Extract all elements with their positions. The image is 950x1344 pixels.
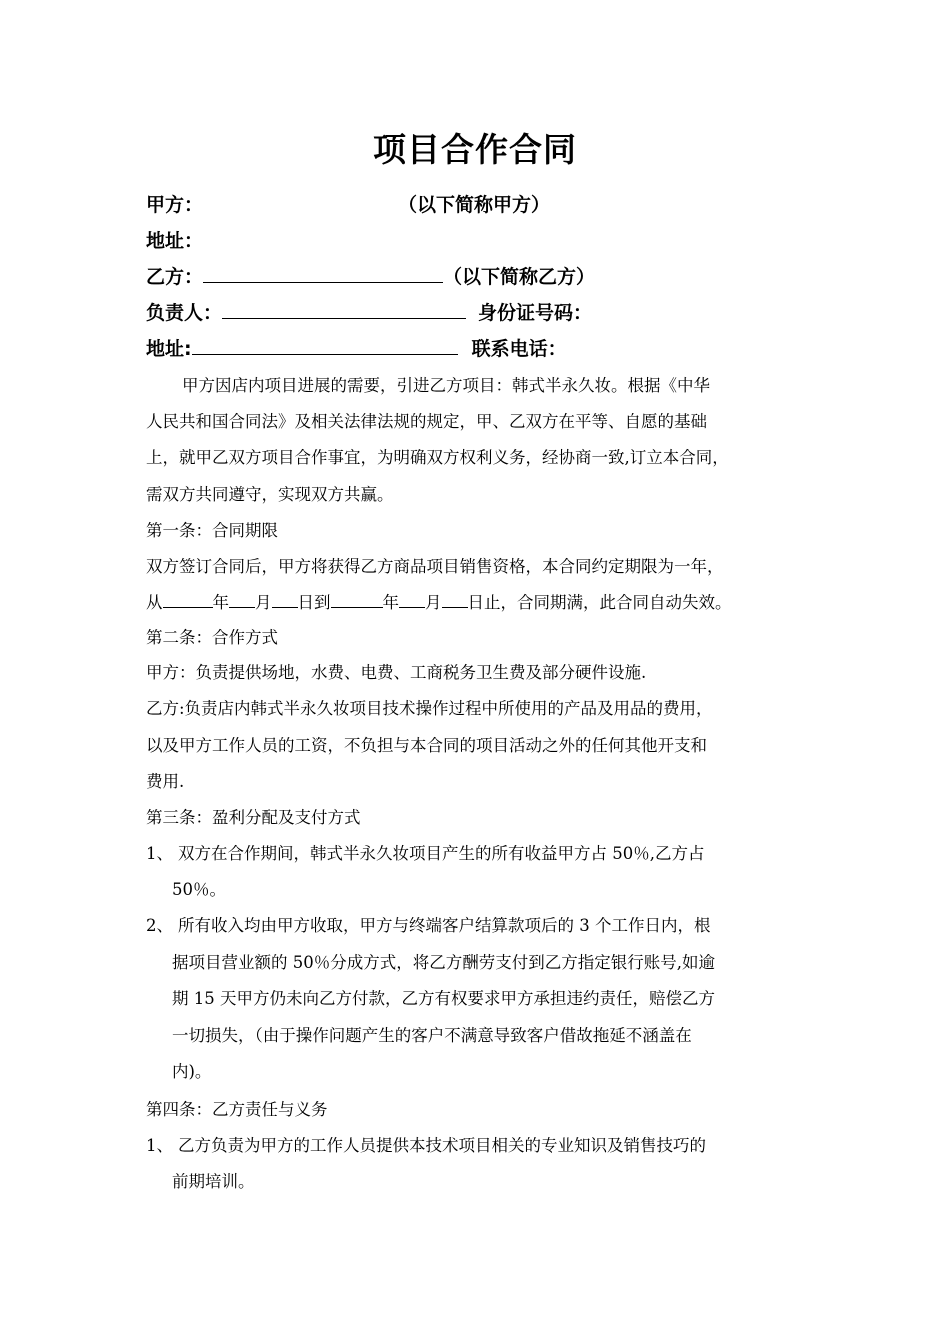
article2-line: 费用. <box>146 772 185 791</box>
article4-heading: 第四条：乙方责任与义务 <box>146 1100 328 1119</box>
address-phone-line <box>146 336 567 362</box>
article3-item-line: 所有收入均由甲方收取，甲方与终端客户结算款项后的 3 个工作日内，根 <box>178 916 711 935</box>
article1-date-line <box>146 590 732 616</box>
intro-line: 甲方因店内项目进展的需要，引进乙方项目：韩式半永久妆。根据《中华 <box>182 376 710 395</box>
article1-heading: 第一条：合同期限 <box>146 521 278 540</box>
end-month-blank[interactable] <box>399 591 425 608</box>
party-b-blank[interactable] <box>203 264 443 283</box>
start-month-blank[interactable] <box>229 591 255 608</box>
article3-item-line: 据项目营业额的 50％分成方式，将乙方酬劳支付到乙方指定银行账号,如逾 <box>172 953 715 972</box>
start-year-blank[interactable] <box>163 591 213 608</box>
article2-line: 以及甲方工作人员的工资，不负担与本合同的项目活动之外的任何其他开支和 <box>146 736 707 755</box>
phone-label: 联系电话： <box>471 338 567 360</box>
document-title: 项目合作合同 <box>373 130 577 169</box>
id-number-label: 身份证号码： <box>478 302 593 324</box>
party-a-suffix: （以下简称甲方） <box>398 194 551 216</box>
article4-item-line: 乙方负责为甲方的工作人员提供本技术项目相关的专业知识及销售技巧的 <box>178 1136 706 1155</box>
intro-line: 人民共和国合同法》及相关法律法规的规定，甲、乙双方在平等、自愿的基础 <box>146 412 707 431</box>
article4-item-line: 前期培训。 <box>172 1172 255 1191</box>
responsible-line <box>146 300 592 326</box>
day-end-label: 日止，合同期满，此合同自动失效。 <box>467 593 732 612</box>
party-b-line <box>146 264 595 290</box>
end-day-blank[interactable] <box>442 591 468 608</box>
party-b-label: 乙方： <box>146 266 204 288</box>
article3-item-number: 1、 <box>146 844 173 863</box>
responsible-blank[interactable] <box>222 300 466 319</box>
article3-item-line: 50％。 <box>172 880 226 899</box>
article3-heading: 第三条：盈利分配及支付方式 <box>146 808 361 827</box>
article3-item-line: 期 15 天甲方仍未向乙方付款，乙方有权要求甲方承担违约责任，赔偿乙方 <box>172 989 715 1008</box>
article3-item-number: 2、 <box>146 916 173 935</box>
start-day-blank[interactable] <box>272 591 298 608</box>
article2-line: 乙方:负责店内韩式半永久妆项目技术操作过程中所使用的产品及用品的费用， <box>146 699 713 718</box>
day-to-label: 日到 <box>297 593 331 612</box>
intro-line: 需双方共同遵守，实现双方共赢。 <box>146 485 394 504</box>
article1-line: 双方签订合同后，甲方将获得乙方商品项目销售资格，本合同约定期限为一年， <box>146 557 724 576</box>
year-label-2: 年 <box>382 593 399 612</box>
party-a-line <box>146 192 550 218</box>
article3-item-line: 内)。 <box>172 1062 212 1081</box>
responsible-label: 负责人： <box>146 302 223 324</box>
address2-label: 地址: <box>146 338 192 360</box>
from-label: 从 <box>146 593 163 612</box>
article4-item-number: 1、 <box>146 1136 173 1155</box>
party-a-label: 甲方： <box>146 194 204 216</box>
intro-line: 上，就甲乙双方项目合作事宜，为明确双方权利义务，经协商一致,订立本合同， <box>146 448 729 467</box>
month-label-2: 月 <box>425 593 442 612</box>
month-label: 月 <box>255 593 272 612</box>
address-label: 地址： <box>146 230 204 252</box>
article2-heading: 第二条：合作方式 <box>146 628 278 647</box>
article3-item-line: 一切损失，（由于操作问题产生的客户不满意导致客户借故拖延不涵盖在 <box>172 1026 692 1045</box>
party-a-address-line <box>146 228 203 254</box>
party-b-suffix: （以下简称乙方） <box>443 266 596 288</box>
address-blank[interactable] <box>192 336 458 355</box>
article2-line: 甲方：负责提供场地，水费、电费、工商税务卫生费及部分硬件设施. <box>146 663 647 682</box>
article3-item-line: 双方在合作期间，韩式半永久妆项目产生的所有收益甲方占 50％,乙方占 <box>178 844 705 863</box>
end-year-blank[interactable] <box>331 591 383 608</box>
year-label: 年 <box>212 593 229 612</box>
